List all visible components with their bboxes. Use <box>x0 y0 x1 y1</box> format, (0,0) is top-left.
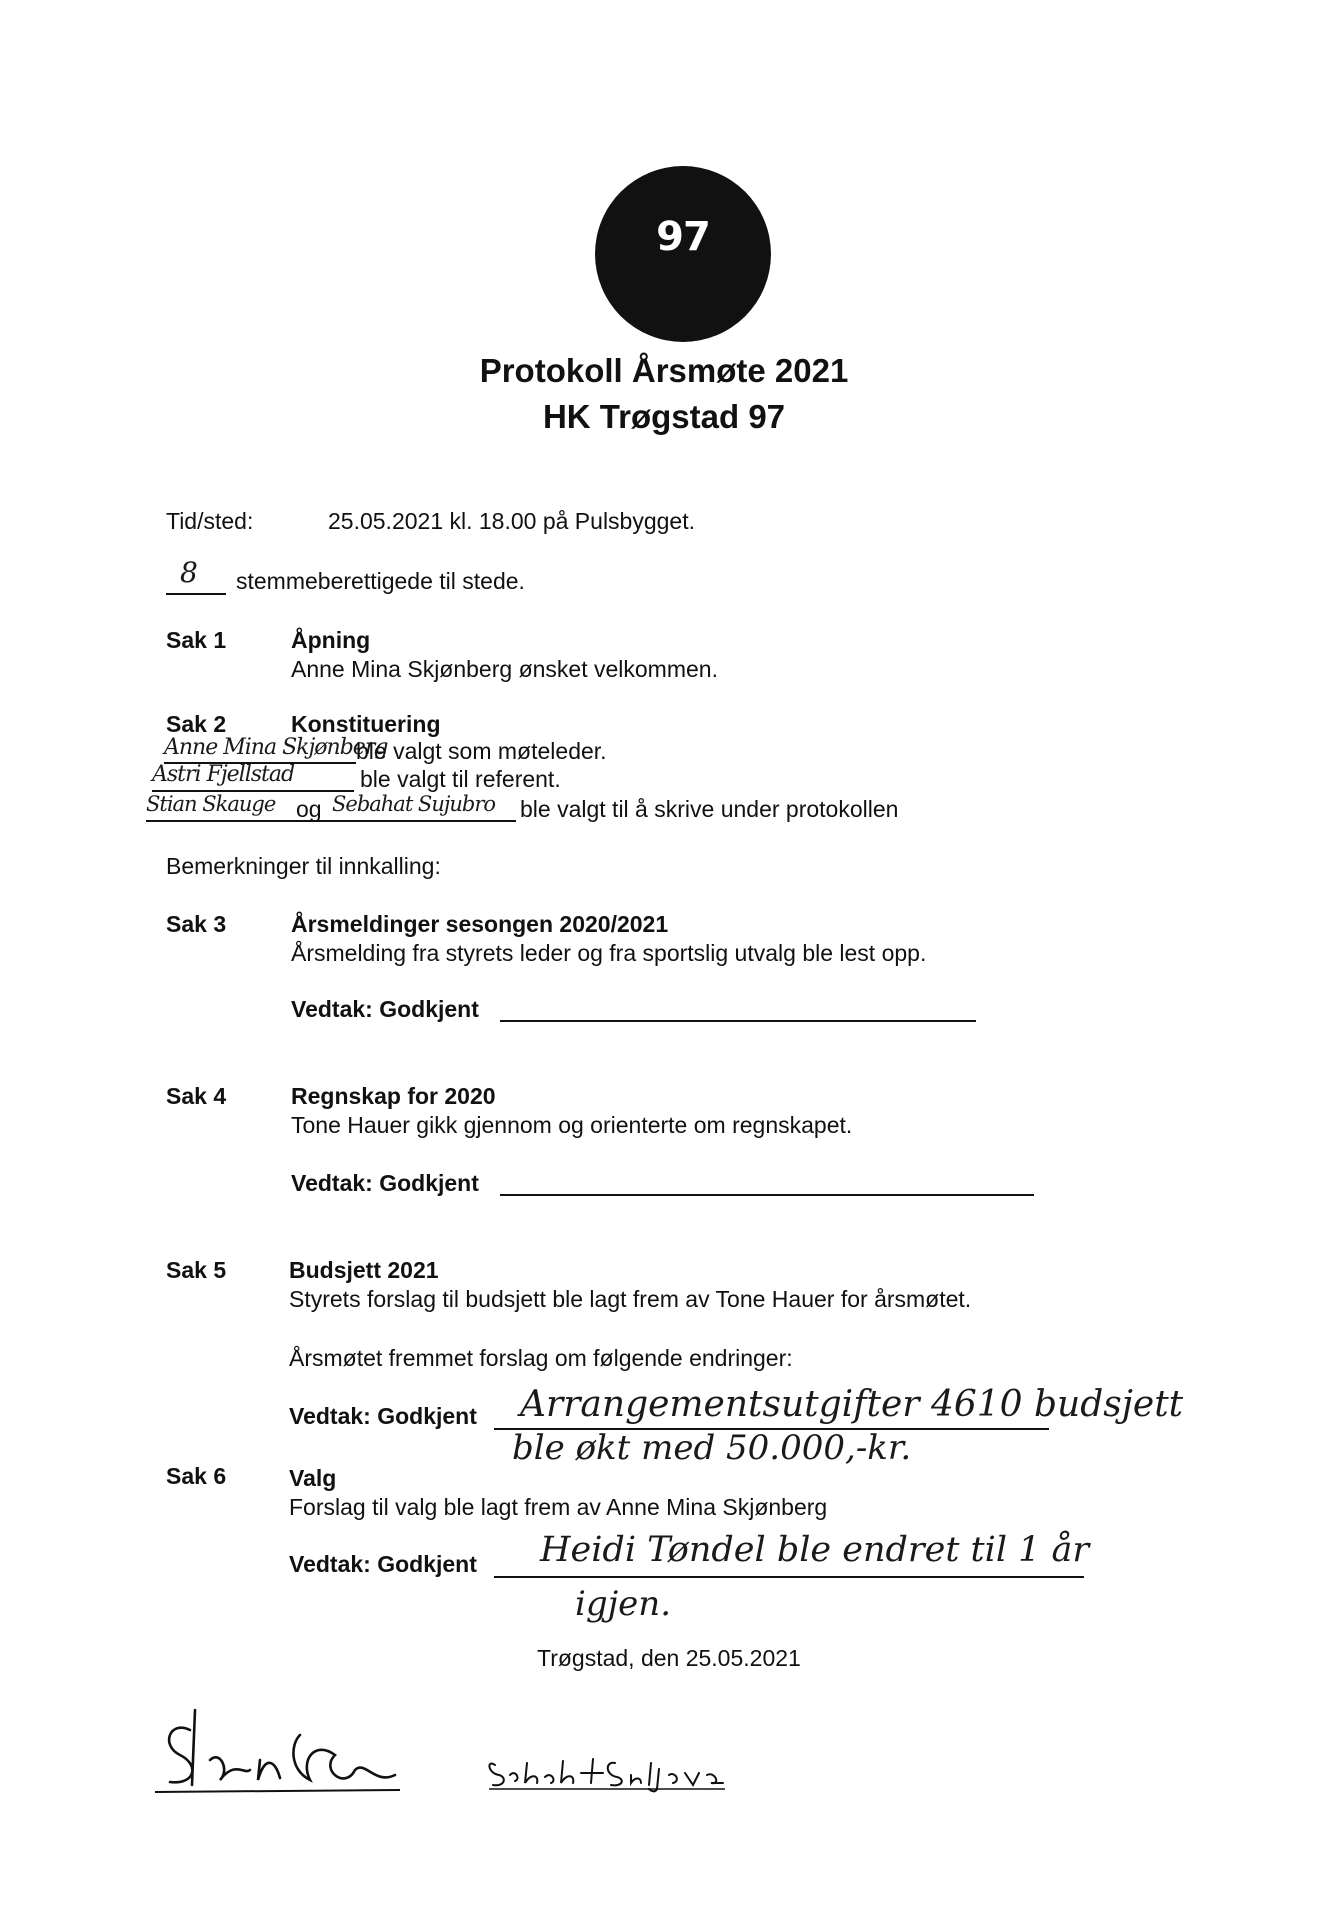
referent-text: ble valgt til referent. <box>360 766 561 792</box>
attendance-underline <box>166 593 226 595</box>
attendance-count: 8 <box>180 556 198 589</box>
sak5-vedtak: Vedtak: Godkjent <box>289 1403 477 1429</box>
sak1-label: Sak 1 <box>166 627 227 653</box>
tid-sted-label: Tid/sted: <box>166 508 254 534</box>
sak2-label: Sak 2 <box>166 711 227 737</box>
sak5-forslag: Årsmøtet fremmet forslag om følgende endringer: <box>289 1345 793 1371</box>
sak6-vedtak-line <box>494 1576 1084 1578</box>
sak6-text: Forslag til valg ble lagt frem av Anne Mina Skjønberg <box>289 1494 828 1520</box>
sak3-vedtak-line <box>500 1020 976 1022</box>
sak3-heading: Årsmeldinger sesongen 2020/2021 <box>291 911 669 937</box>
signers-text: ble valgt til å skrive under protokollen <box>520 796 899 822</box>
sak4-vedtak: Vedtak: Godkjent <box>291 1170 479 1196</box>
sak5-text: Styrets forslag til budsjett ble lagt frem av Tone Hauer for årsmøtet. <box>289 1286 972 1312</box>
club-logo <box>595 166 771 342</box>
sak4-label: Sak 4 <box>166 1083 227 1109</box>
sak4-text: Tone Hauer gikk gjennom og orienterte om regnskapet. <box>291 1112 853 1138</box>
attendance-text: stemmeberettigede til stede. <box>236 568 525 594</box>
logo-number: 97 <box>656 214 710 260</box>
sak6-handwritten-line1: Heidi Tøndel ble endret til 1 år <box>540 1530 1090 1570</box>
bemerkninger-label: Bemerkninger til innkalling: <box>166 853 441 879</box>
sak4-heading: Regnskap for 2020 <box>291 1083 496 1109</box>
signature-left <box>150 1700 410 1800</box>
sak5-label: Sak 5 <box>166 1257 227 1283</box>
sak6-heading: Valg <box>289 1465 337 1491</box>
signers-og: og <box>296 796 322 822</box>
sak1-heading: Åpning <box>291 627 371 653</box>
sak3-text: Årsmelding fra styrets leder og fra sportslig utvalg ble lest opp. <box>291 940 927 966</box>
document-subtitle: HK Trøgstad 97 <box>542 398 786 435</box>
sak6-label: Sak 6 <box>166 1463 227 1489</box>
sak6-handwritten-line2: igjen. <box>575 1584 672 1624</box>
sak3-vedtak: Vedtak: Godkjent <box>291 996 479 1022</box>
sak2-heading: Konstituering <box>291 711 441 737</box>
tid-sted-value: 25.05.2021 kl. 18.00 på Pulsbygget. <box>328 508 696 534</box>
sak6-vedtak: Vedtak: Godkjent <box>289 1551 477 1577</box>
signature-right <box>485 1745 735 1795</box>
sak4-vedtak-line <box>500 1194 1034 1196</box>
moteleder-text: ble valgt som møteleder. <box>356 738 607 764</box>
sak5-handwritten-line2: ble økt med 50.000,-kr. <box>512 1428 912 1468</box>
place-date: Trøgstad, den 25.05.2021 <box>537 1645 801 1671</box>
signer1-name: Stian Skauge <box>146 792 276 816</box>
sak1-text: Anne Mina Skjønberg ønsket velkommen. <box>291 656 718 682</box>
sak5-handwritten-line1: Arrangementsutgifter 4610 budsjett <box>520 1384 1184 1425</box>
signers-underline <box>146 820 516 822</box>
sak5-heading: Budsjett 2021 <box>289 1257 439 1283</box>
sak3-label: Sak 3 <box>166 911 227 937</box>
referent-name: Astri Fjellstad <box>152 762 295 787</box>
document-title: Protokoll Årsmøte 2021 <box>479 352 849 389</box>
signer2-name: Sebahat Sujubro <box>332 792 496 816</box>
moteleder-name: Anne Mina Skjønberg <box>164 735 388 760</box>
